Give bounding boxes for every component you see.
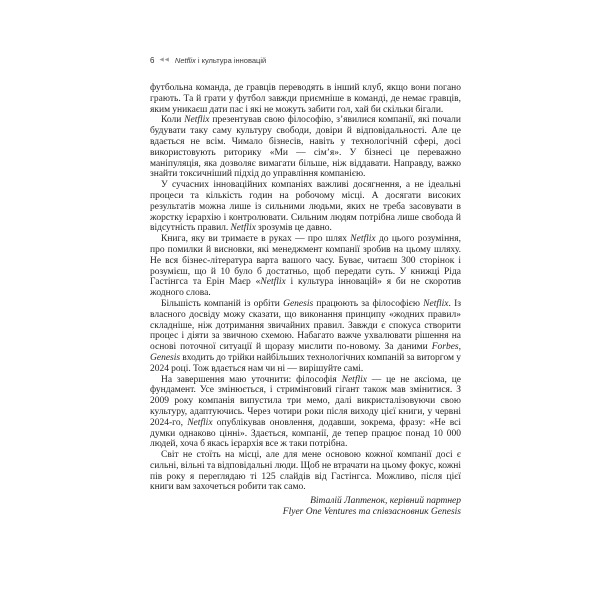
signature-line-1	[150, 496, 461, 507]
text-run: ,	[458, 342, 461, 353]
paragraph-6	[150, 375, 461, 451]
text-run: Netflix	[341, 374, 367, 385]
text-run: Коли	[161, 115, 185, 126]
text-run: Netflix	[174, 56, 196, 65]
text-run: зрозумів це давно.	[255, 223, 332, 234]
signature-block	[150, 496, 461, 518]
text-run: і культура інновацій	[195, 56, 267, 65]
page-content	[150, 83, 461, 518]
page-header	[150, 56, 462, 65]
paragraph-4	[150, 234, 461, 299]
text-run: Більшість компаній із орбіти	[161, 298, 284, 309]
text-run: На завершення маю уточнити: філософія	[161, 374, 342, 385]
text-run: Forbes	[431, 342, 459, 353]
text-run: і культура інновацій» я би не скоротив жодного слова.	[150, 277, 461, 299]
text-run: входить до трійки найбільших технологічних компаній за виторгом у 2024 році. Тож вдається нам чи ні — вирішуйте самі.	[150, 352, 461, 374]
text-run: Flyer One Ventures та співзасновник Genesis	[282, 507, 461, 518]
text-run: — це не аксіома, це фундамент. Усе змінюється, і стримінговий гігант також мав змінитися. З 2009 року компанія випустила три мемо, далі викристалізовуючи свою культуру, адаптуючись. Через чотири роки після виходу цієї книги, у червні 2024-го,	[150, 374, 461, 428]
paragraph-5	[150, 299, 461, 375]
text-run: Genesis	[150, 352, 181, 363]
text-run: до цього розуміння, про помилки й висновки, які менеджмент компанії зробив на цьому шляху. Не вся бізнес-література варта вашого часу. Буває, читаєш 300 сторінок і розумієш, що й 10 було б достатньо, щоб передати суть. У книжці Ріда Гастінгса та Ерін Маєр «	[150, 234, 461, 288]
text-run: Netflix	[350, 234, 376, 245]
text-run: працюють за філософією	[313, 298, 424, 309]
text-run: опублікував оновлення, додавши, зокрема, фразу: «Не всі думки однаково цінні». Здається, компанії, де тепер працює понад 10 000 людей, хоча б якась ієрархія все ж таки потрібна.	[150, 417, 462, 450]
paragraph-3	[150, 180, 461, 234]
paragraph-7	[150, 450, 461, 493]
text-run: Netflix	[260, 277, 286, 288]
text-run: Genesis	[283, 298, 314, 309]
text-run: Книга, яку ви тримаєте в руках — про шлях	[161, 234, 351, 245]
text-run: . Із власного досвіду можу сказати, що виконання принципу «жодних правил» складніше, ніж дотримання звичайних правил. Завжди є спокуса створити процес і діяти за звичною схемою. Набагато важче ухвалювати рішення на основі поточної ситуації й щоразу мислити по-новому. За даними	[150, 298, 461, 353]
text-run: Netflix	[230, 223, 256, 234]
text-run: У сучасних інноваційних компаніях важливі досягнення, а не ідеальні процеси та кількість годин на робочому місці. А досягати високих результатів можна лише із сильними людьми, яких не треба засовувати в жорстку ієрархію і контролювати. Сильним людям потрібна лише свобода й відсутність правил.	[150, 180, 461, 234]
page-number: 6	[150, 56, 155, 65]
text-run: футбольна команда, де гравців переводять в інший клуб, якщо вони погано грають. Та й грати у футбол завжди приємніше в команді, де немає гравців, яким уникаєш дати пас і які не можуть забити гол, хай би скільки бігали.	[150, 83, 461, 115]
paragraph-1	[150, 83, 461, 115]
text-run: Netflix	[184, 115, 210, 126]
text-run: Netflix	[423, 298, 449, 309]
signature-line-2	[150, 507, 461, 518]
text-run: презентував свою філософію, з’явилися компанії, які почали будувати таку саму культуру свободи, довіри й відповідальності. Але це вдається не всім. Чимало бізнесів, навіть у технологічній сфері, досі використовують риторику «Ми — сім’я». У бізнесі це переважно маніпуляція, яка дозволяє вимагати більше, ніж віддавати. Направду, важко знайти токсичніший підхід до управління компанією.	[150, 115, 461, 180]
body-text	[150, 83, 461, 493]
running-title	[175, 56, 266, 65]
text-run: Світ не стоїть на місці, але для мене основою кожної компанії досі є сильні, вільні та відповідальні люди. Щоб не втрачати на цьому фокус, кожні пів року я переглядаю ті 125 слайдів від Гастінгса. Можливо, після цієї книги вам захочеться робити так само.	[150, 450, 461, 493]
paragraph-2	[150, 115, 461, 180]
text-run: Netflix	[187, 417, 213, 428]
text-run: Віталій Лаптенок, керівний партнер	[310, 496, 461, 507]
back-arrows-icon: ◀◀	[159, 56, 170, 63]
